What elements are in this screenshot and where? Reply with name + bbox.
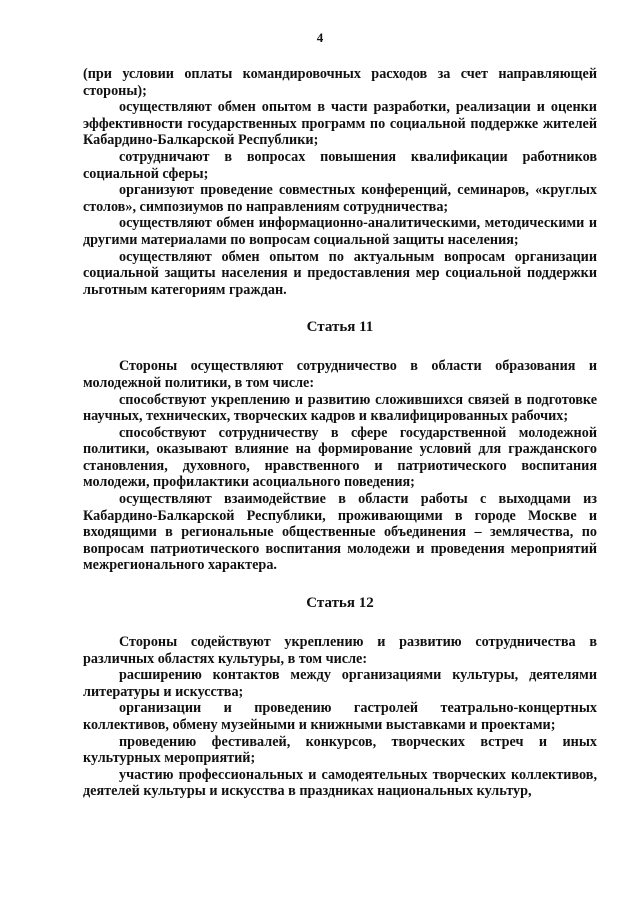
paragraph: осуществляют обмен опытом по актуальным вопросам организации социальной защиты населения и предоставления мер социальной поддержки льготным категориям граждан. <box>83 248 597 298</box>
document-body <box>83 66 597 800</box>
paragraph: проведению фестивалей, конкурсов, творческих встреч и иных культурных мероприятий; <box>83 733 597 767</box>
paragraph: расширению контактов между организациями культуры, деятелями литературы и искусства; <box>83 667 597 700</box>
paragraph: осуществляют взаимодействие в области работы с выходцами из Кабардино-Балкарской Республики, проживающими в городе Москве и входящими в региональные общественные объединения – землячества, по вопросам патриотического воспитания молодежи и проведения мероприятий межрегионального характера. <box>83 491 597 574</box>
paragraph: способствуют укреплению и развитию сложившихся связей в подготовке научных, технических, творческих кадров и квалифицированных рабочих; <box>83 391 597 425</box>
paragraph: (при условии оплаты командировочных расходов за счет направляющей стороны); <box>83 66 597 99</box>
paragraph: Стороны содействуют укреплению и развитию сотрудничества в различных областях культуры, в том числе: <box>83 634 597 667</box>
article-12-heading: Статья 12 <box>306 595 374 612</box>
paragraph: участию профессиональных и самодеятельных творческих коллективов, деятелей культуры и искусства в праздниках национальных культур, <box>83 766 597 800</box>
paragraph: организации и проведению гастролей театрально-концертных коллективов, обмену музейными и книжными выставками и проектами; <box>83 700 597 733</box>
article-11-heading: Статья 11 <box>306 319 374 336</box>
page-number: 4 <box>316 30 324 45</box>
paragraph: осуществляют обмен информационно-аналитическими, методическими и другими материалами по вопросам социальной защиты населения; <box>83 215 597 248</box>
paragraph: осуществляют обмен опытом в части разработки, реализации и оценки эффективности государственных программ по социальной поддержке жителей Кабардино-Балкарской Республики; <box>83 99 597 149</box>
paragraph: организуют проведение совместных конференций, семинаров, «круглых столов», симпозиумов по направлениям сотрудничества; <box>83 182 597 215</box>
paragraph: способствуют сотрудничеству в сфере государственной молодежной политики, оказывают влияние на формирование условий для гражданского становления, духовного, нравственного и патриотического воспитания молодежи, профилактики асоциального поведения; <box>83 424 597 491</box>
paragraph: Стороны осуществляют сотрудничество в области образования и молодежной политики, в том числе: <box>83 358 597 391</box>
paragraph: сотрудничают в вопросах повышения квалификации работников социальной сферы; <box>83 148 597 182</box>
